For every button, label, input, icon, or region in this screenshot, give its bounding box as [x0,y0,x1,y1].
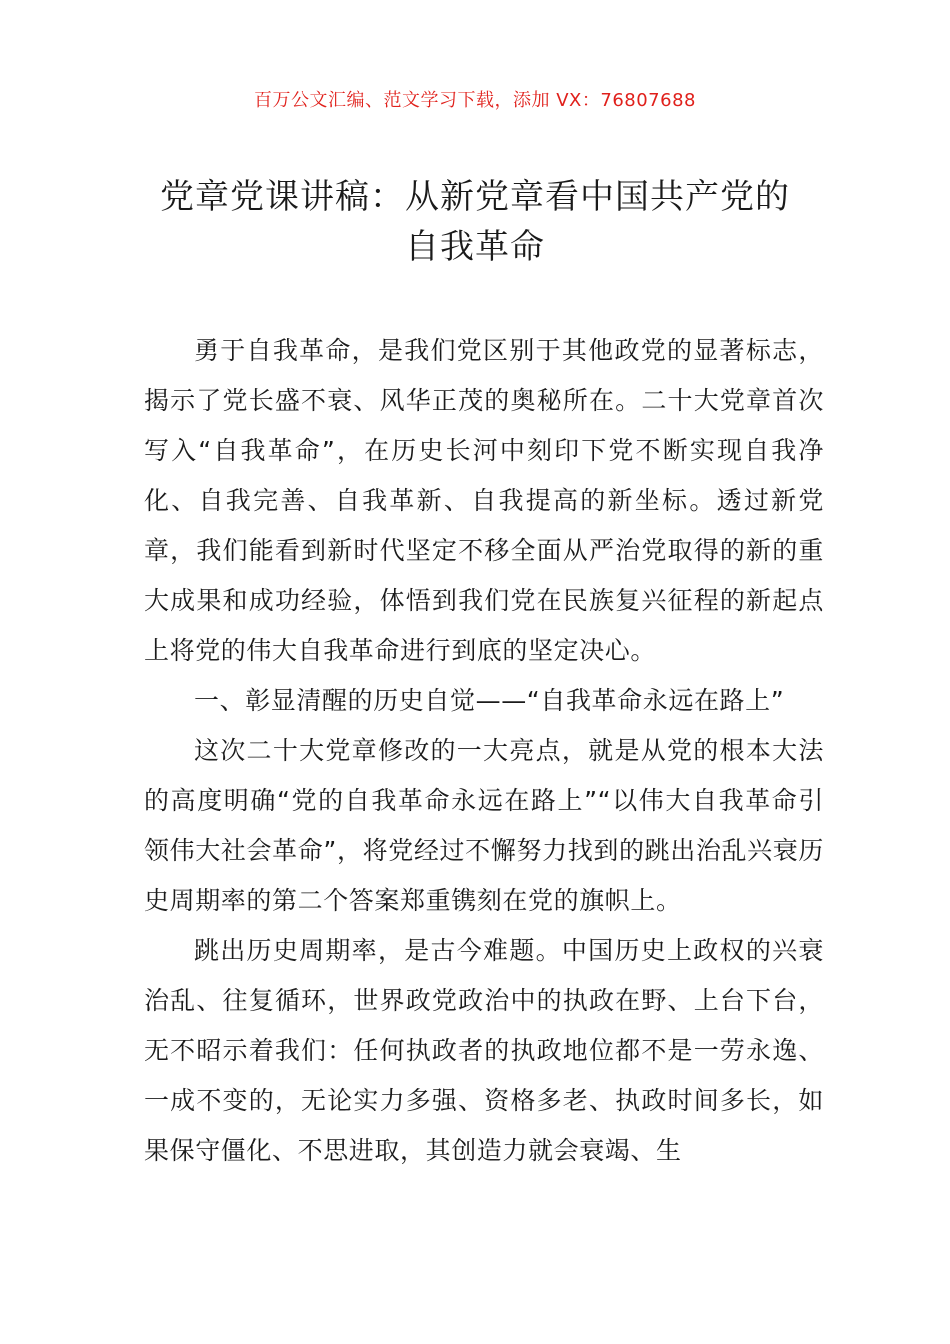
document-body [144,326,824,1176]
title-line-2: 自我革命 [405,227,545,267]
section-heading-1: 一、彰显清醒的历史自觉——“自我革命永远在路上” [194,686,785,715]
header-watermark-note: 百万公文汇编、范文学习下载，添加 VX：76807688 [254,90,696,111]
paragraph-intro: 勇于自我革命，是我们党区别于其他政党的显著标志，揭示了党长盛不衰、风华正茂的奥秘所在。二十大党章首次写入“自我革命”，在历史长河中刻印下党不断实现自我净化、自我完善、自我革新、自我提高的新坐标。透过新党章，我们能看到新时代坚定不移全面从严治党取得的新的重大成果和成功经验，体悟到我们党在民族复兴征程的新起点上将党的伟大自我革命进行到底的坚定决心。 [144,336,824,665]
title-line-1: 党章党课讲稿：从新党章看中国共产党的 [160,177,790,217]
paragraph-3: 跳出历史周期率，是古今难题。中国历史上政权的兴衰治乱、往复循环，世界政党政治中的执政在野、上台下台，无不昭示着我们：任何执政者的执政地位都不是一劳永逸、一成不变的，无论实力多强、资格多老、执政时间多长，如果保守僵化、不思进取，其创造力就会衰竭、生 [144,936,824,1165]
page-title [120,172,830,272]
paragraph-2: 这次二十大党章修改的一大亮点，就是从党的根本大法的高度明确“党的自我革命永远在路上”“以伟大自我革命引领伟大社会革命”，将党经过不懈努力找到的跳出治乱兴衰历史周期率的第二个答案郑重镌刻在党的旗帜上。 [144,736,824,915]
